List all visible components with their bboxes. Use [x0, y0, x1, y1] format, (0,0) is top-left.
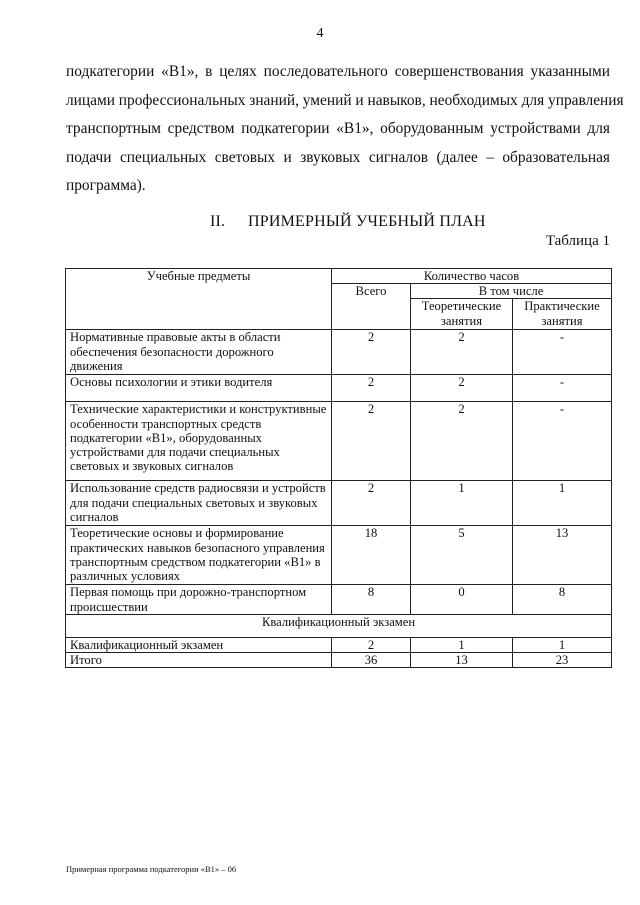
subject-cell: Основы психологии и этики водителя — [66, 375, 332, 402]
table-row — [66, 526, 612, 585]
practice-cell: 8 — [513, 585, 612, 614]
header-subjects: Учебные предметы — [66, 269, 332, 330]
theory-cell: 1 — [411, 637, 513, 652]
intro-line: лицами профессиональных знаний, умений и навыков, необходимых для управления — [66, 91, 624, 109]
practice-cell: 1 — [513, 481, 612, 526]
subject-cell: Первая помощь при дорожно-транспортном происшествии — [66, 585, 332, 614]
theory-cell: 13 — [411, 653, 513, 668]
subject-cell: Теоретические основы и формирование практических навыков безопасного управления транспортным средством подкатегории «B1» в различных условиях — [66, 526, 332, 585]
total-cell: 2 — [332, 375, 411, 402]
exam-section-row — [66, 614, 612, 637]
curriculum-table — [65, 268, 612, 668]
theory-cell: 2 — [411, 402, 513, 481]
total-cell: 36 — [332, 653, 411, 668]
theory-cell: 2 — [411, 330, 513, 375]
practice-cell: 1 — [513, 637, 612, 652]
header-including: В том числе — [411, 284, 612, 299]
theory-cell: 1 — [411, 481, 513, 526]
theory-cell: 0 — [411, 585, 513, 614]
total-cell: 18 — [332, 526, 411, 585]
intro-line: транспортным средством подкатегории «B1», оборудованным устройствами для — [66, 120, 610, 137]
practice-cell: - — [513, 402, 612, 481]
total-cell: 2 — [332, 402, 411, 481]
table-row — [66, 330, 612, 375]
subject-cell: Технические характеристики и конструктивные особенности транспортных средств подкатегории «B1», оборудованных устройствами для подачи специальных световых и звуковых сигналов — [66, 402, 332, 481]
section-title: ПРИМЕРНЫЙ УЧЕБНЫЙ ПЛАН — [248, 213, 486, 230]
exam-section-title: Квалификационный экзамен — [66, 614, 612, 637]
table-row — [66, 481, 612, 526]
practice-cell: - — [513, 375, 612, 402]
header-hours: Количество часов — [332, 269, 612, 284]
total-cell: 2 — [332, 481, 411, 526]
table-row — [66, 637, 612, 652]
intro-line: программа). — [66, 177, 146, 194]
subject-cell: Квалификационный экзамен — [66, 637, 332, 652]
table-row — [66, 402, 612, 481]
subject-cell: Итого — [66, 653, 332, 668]
header-total: Всего — [332, 284, 411, 330]
theory-cell: 2 — [411, 375, 513, 402]
section-number: II. — [210, 213, 226, 230]
intro-line: подкатегории «B1», в целях последовательного совершенствования указанными — [66, 63, 610, 80]
table-caption: Таблица 1 — [545, 233, 610, 249]
subject-cell: Нормативные правовые акты в области обеспечения безопасности дорожного движения — [66, 330, 332, 375]
total-row — [66, 653, 612, 668]
practice-cell: - — [513, 330, 612, 375]
page-footer: Примерная программа подкатегории «B1» – 06 — [66, 864, 237, 874]
table-row — [66, 375, 612, 402]
subject-cell: Использование средств радиосвязи и устройств для подачи специальных световых и звуковых сигналов — [66, 481, 332, 526]
page-number: 4 — [316, 26, 324, 41]
theory-cell: 5 — [411, 526, 513, 585]
total-cell: 8 — [332, 585, 411, 614]
intro-paragraph — [66, 58, 624, 201]
intro-line: подачи специальных световых и звуковых сигналов (далее – образовательная — [66, 148, 610, 166]
total-cell: 2 — [332, 330, 411, 375]
practice-cell: 13 — [513, 526, 612, 585]
section-heading — [210, 213, 486, 231]
total-cell: 2 — [332, 637, 411, 652]
header-theory: Теоретические занятия — [411, 299, 513, 330]
table-row — [66, 585, 612, 614]
header-practice: Практические занятия — [513, 299, 612, 330]
practice-cell: 23 — [513, 653, 612, 668]
